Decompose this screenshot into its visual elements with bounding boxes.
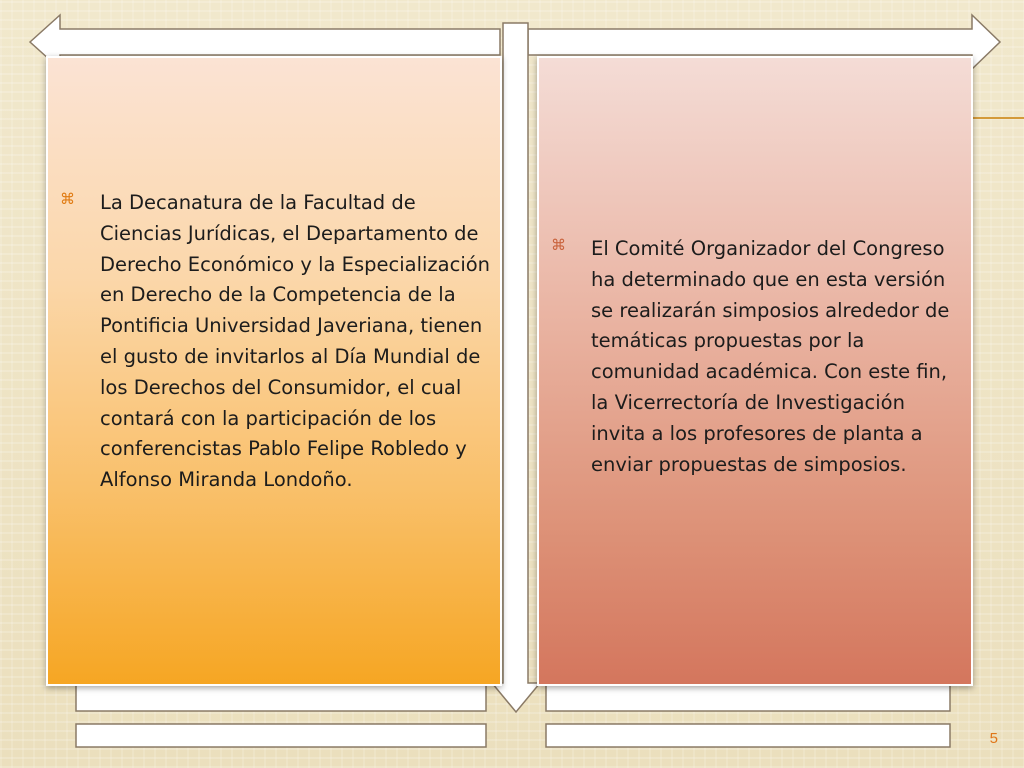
bottom-bar-left-upper — [76, 684, 486, 711]
page-number: 5 — [989, 730, 998, 747]
list-item — [539, 234, 959, 480]
left-panel-text: La Decanatura de la Facultad de Ciencias Jurídicas, el Departamento de Derecho Económico y la Especialización en Derecho de la Competencia de la Pontificia Universidad Javeriana, tienen el gusto de invitarlos al Día Mundial de los Derechos del Consumidor, el cual contará con la participación de los conferencistas Pablo Felipe Robledo y Alfonso Miranda Londoño. — [100, 191, 491, 492]
right-bullet-list — [539, 234, 959, 480]
bottom-bar-left-lower — [76, 724, 486, 747]
left-bullet-list — [48, 188, 493, 496]
bottom-bar-right-lower — [546, 724, 950, 747]
right-content-panel — [537, 56, 973, 686]
bottom-bar-right-upper — [546, 684, 950, 711]
bullet-icon: ⌘ — [551, 237, 566, 254]
right-panel-text: El Comité Organizador del Congreso ha determinado que en esta versión se realizarán simposios alrededor de temáticas propuestas por la comunidad académica. Con este fin, la Vicerrectoría de Investigación invita a los profesores de planta a enviar propuestas de simposios. — [591, 237, 950, 476]
bullet-icon: ⌘ — [60, 191, 75, 208]
left-content-panel — [46, 56, 502, 686]
list-item — [48, 188, 493, 496]
